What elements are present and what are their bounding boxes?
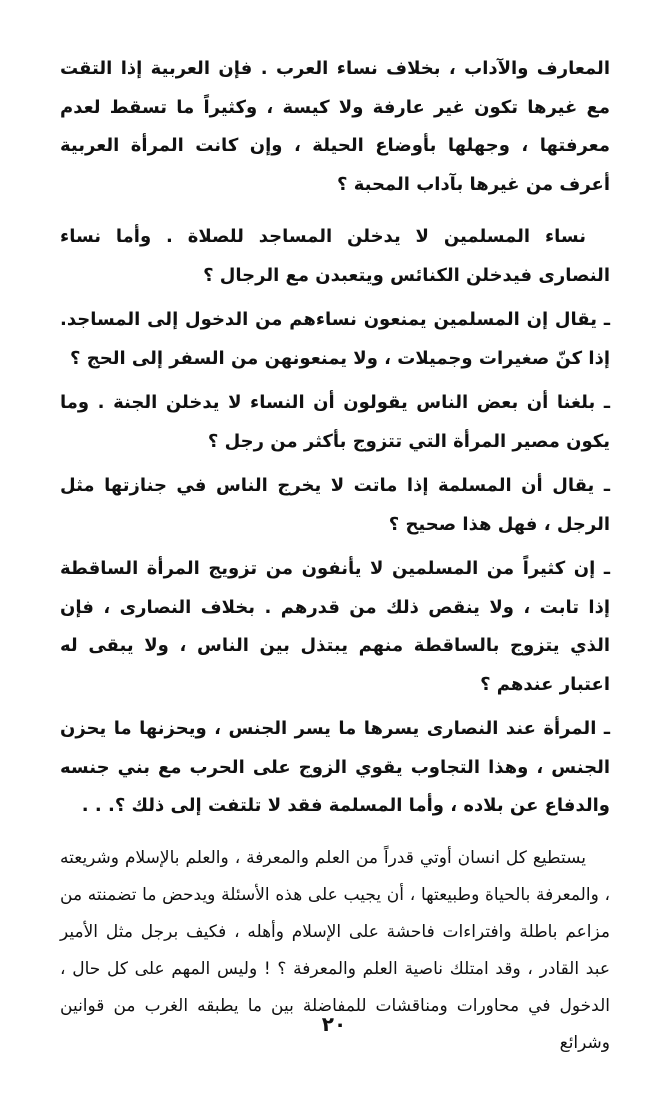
paragraph-1: المعارف والآداب ، بخلاف نساء العرب . فإن العربية إذا التقت مع غيرها تكون غير عارفة ولا كيسة ، وكثيراً ما تسقط لعدم معرفتها ، وجهلها بأوضاع الحيلة ، وإن كانت المرأة العربية أعرف من غيرها بآداب المحبة ؟: [60, 58, 610, 195]
page-number: ٢٠: [321, 1012, 347, 1036]
paragraph-7: ـ المرأة عند النصارى يسرها ما يسر الجنس ، ويحزنها ما يحزن الجنس ، وهذا التجاوب يقوي الزوج على الحرب مع بني جنسه والدفاع عن بلاده ، وأما المسلمة فقد لا تلتفت إلى ذلك ؟. . .: [60, 718, 610, 816]
page-body: [60, 50, 610, 1062]
paragraph-3: ـ يقال إن المسلمين يمنعون نساءهم من الدخول إلى المساجد. إذا كنّ صغيرات وجميلات ، ولا يمنعونهن من السفر إلى الحج ؟: [60, 309, 610, 369]
paragraph-5: ـ يقال أن المسلمة إذا ماتت لا يخرج الناس في جنازتها مثل الرجل ، فهل هذا صحيح ؟: [60, 475, 610, 535]
paragraph-4: ـ بلغنا أن بعض الناس يقولون أن النساء لا يدخلن الجنة . وما يكون مصير المرأة التي تتزوج بأكثر من رجل ؟: [60, 392, 610, 452]
paragraph-6: ـ إن كثيراً من المسلمين لا يأنفون من تزويج المرأة الساقطة إذا تابت ، ولا ينقص ذلك من قدرهم . بخلاف النصارى ، فإن الذي يتزوج بالساقطة منهم يبتذل بين الناس ، ولا يبقى له اعتبار عندهم ؟: [60, 558, 610, 695]
paragraph-2: نساء المسلمين لا يدخلن المساجد للصلاة . وأما نساء النصارى فيدخلن الكنائس ويتعبدن مع الرجال ؟: [60, 226, 610, 286]
paragraph-8: يستطيع كل انسان أوتي قدراً من العلم والمعرفة ، والعلم بالإسلام وشريعته ، والمعرفة بالحياة وطبيعتها ، أن يجيب على هذه الأسئلة ويدحض ما تضمنته من مزاعم باطلة وافتراءات فاحشة على الإسلام وأهله ، فكيف برجل مثل الأمير عبد القادر ، وقد امتلك ناصية العلم والمعرفة ؟ ! وليس المهم على كل حال ، الدخول في محاورات ومناقشات للمفاضلة بين ما يطبقه الغرب من قوانين وشرائع: [60, 847, 610, 1053]
